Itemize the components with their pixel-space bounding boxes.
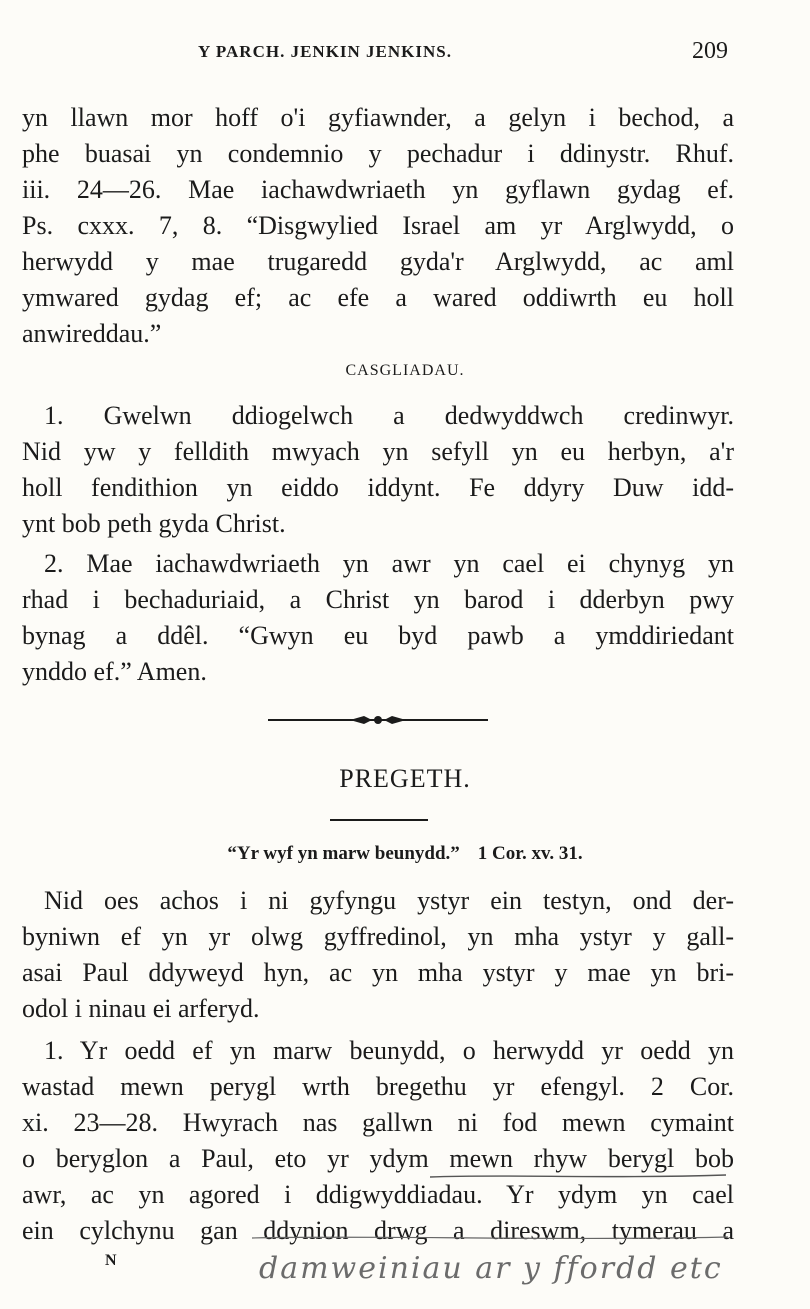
epigraph-reference: 1 Cor. xv. 31.: [477, 843, 583, 864]
text-line: 1. Gwelwn ddiogelwch a dedwyddwch credinwyr.: [44, 401, 734, 430]
text-line: ymwared gydag ef; ac efe a wared oddiwrth eu holl: [22, 283, 734, 312]
sermon-title: PREGETH.: [339, 764, 471, 793]
text-line: Ps. cxxx. 7, 8. “Disgwylied Israel am yr Arglwydd, o: [22, 211, 734, 240]
running-head: [0, 40, 810, 72]
page-number: 209: [692, 38, 728, 64]
ornamental-divider: [268, 710, 488, 730]
text-line: phe buasai yn condemnio y pechadur i ddinystr. Rhuf.: [22, 139, 734, 168]
text-line: odol i ninau ei arferyd.: [22, 994, 260, 1023]
text-line: yn llawn mor hoff o'i gyfiawnder, a gelyn i bechod, a: [22, 103, 734, 132]
handwritten-note: [255, 1236, 795, 1296]
running-title: Y PARCH. JENKIN JENKINS.: [198, 42, 452, 61]
text-line: asai Paul ddyweyd hyn, ac yn mha ystyr y mae yn bri-: [22, 958, 734, 987]
epigraph-quote: “Yr wyf yn marw beunydd.”: [227, 843, 460, 864]
text-line: bynag a ddêl. “Gwyn eu byd pawb a ymddiriedant: [22, 621, 734, 650]
text-line: byniwn ef yn yr olwg gyffredinol, yn mha ystyr y gall-: [22, 922, 734, 951]
section-heading: CASGLIADAU.: [345, 362, 465, 379]
text-line: ynt bob peth gyda Christ.: [22, 509, 286, 538]
text-line: Nid oes achos i ni gyfyngu ystyr ein testyn, ond der-: [44, 886, 734, 915]
text-line: ynddo ef.” Amen.: [22, 657, 207, 686]
text-line: holl fendithion yn eiddo iddynt. Fe ddyry Duw idd-: [22, 473, 734, 502]
text-line: iii. 24—26. Mae iachawdwriaeth yn gyflawn gydag ef.: [22, 175, 734, 204]
text-line: wastad mewn perygl wrth bregethu yr efengyl. 2 Cor.: [22, 1072, 734, 1101]
text-line: xi. 23—28. Hwyrach nas gallwn ni fod mewn cymaint: [22, 1108, 734, 1137]
text-line: herwydd y mae trugaredd gyda'r Arglwydd, ac aml: [22, 247, 734, 276]
title-rule: [330, 819, 428, 821]
text-line: awr, ac yn agored i ddigwyddiadau. Yr ydym yn cael: [22, 1180, 734, 1209]
epigraph: [0, 843, 810, 865]
handwritten-note-text: damweiniau ar y ffordd etc: [259, 1251, 723, 1286]
text-line: Nid yw y felldith mwyach yn sefyll yn eu herbyn, a'r: [22, 437, 734, 466]
pencil-underline: [428, 1170, 728, 1184]
signature-mark: N: [105, 1252, 117, 1269]
text-line: rhad i bechaduriaid, a Christ yn barod i dderbyn pwy: [22, 585, 734, 614]
text-line: anwireddau.”: [22, 319, 162, 348]
text-line: 2. Mae iachawdwriaeth yn awr yn cael ei chynyg yn: [44, 549, 734, 578]
text-line: ein cylchynu gan ddynion drwg a direswm, tymerau a: [22, 1216, 734, 1245]
text-line: o beryglon a Paul, eto yr ydym mewn rhyw berygl bob: [22, 1144, 734, 1173]
text-line: 1. Yr oedd ef yn marw beunydd, o herwydd yr oedd yn: [44, 1036, 734, 1065]
